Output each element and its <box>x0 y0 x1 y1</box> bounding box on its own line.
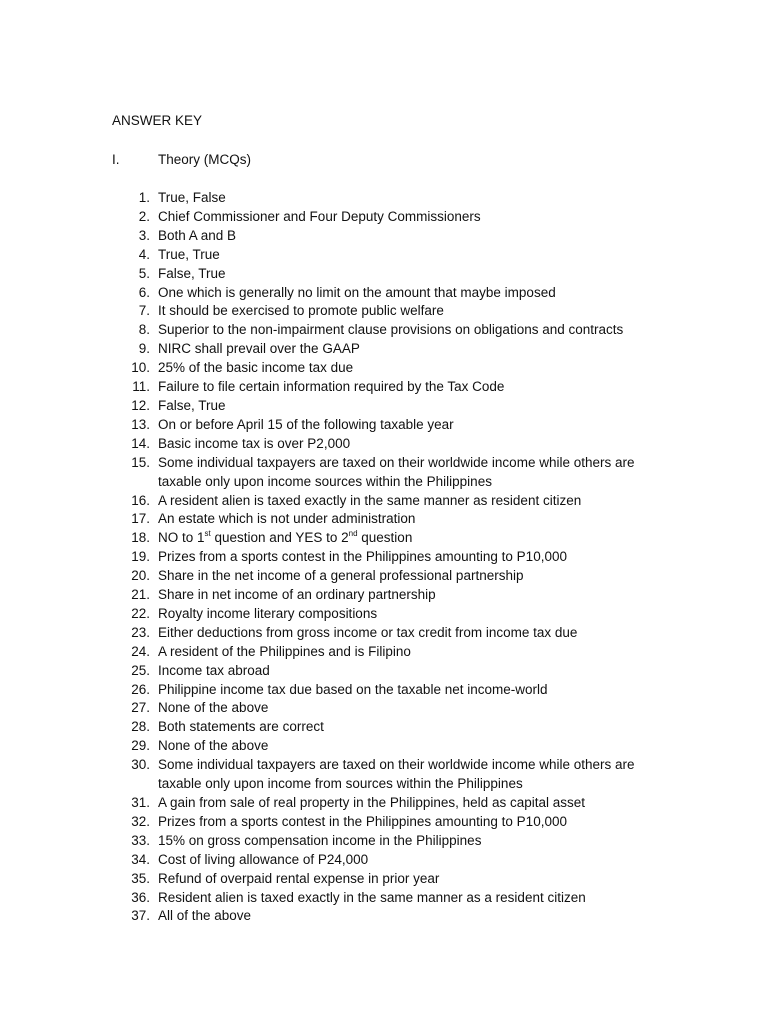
answer-text: None of the above <box>158 700 269 716</box>
answer-item <box>0 624 668 643</box>
answer-number: 7. <box>138 303 150 319</box>
answer-text: Basic income tax is over P2,000 <box>158 435 351 451</box>
answer-number: 37. <box>131 908 150 924</box>
answer-text: All of the above <box>158 908 252 924</box>
answer-item <box>0 397 668 416</box>
ordinal-suffix: nd <box>348 529 358 539</box>
answer-text: Prizes from a sports contest in the Philippines amounting to P10,000 <box>158 549 567 565</box>
answer-number: 30. <box>131 757 150 773</box>
section-heading <box>112 151 251 169</box>
answer-number: 23. <box>131 624 150 640</box>
answer-text: 15% on gross compensation income in the Philippines <box>158 832 482 848</box>
answer-text: Philippine income tax due based on the taxable net income-world <box>158 681 548 697</box>
answer-item <box>0 548 668 567</box>
ordinal-suffix: st <box>204 529 211 539</box>
answer-number: 19. <box>131 549 150 565</box>
answer-number: 25. <box>131 662 150 678</box>
answer-text: Chief Commissioner and Four Deputy Commissioners <box>158 208 481 224</box>
answer-text: On or before April 15 of the following taxable year <box>158 416 454 432</box>
answer-text: Both A and B <box>158 227 237 243</box>
answer-item <box>0 832 668 851</box>
answer-number: 10. <box>131 360 150 376</box>
answer-text: True, True <box>158 246 220 262</box>
answer-number: 21. <box>131 587 150 603</box>
answer-number: 31. <box>131 795 150 810</box>
answer-number: 6. <box>138 284 150 300</box>
answer-item <box>0 699 668 718</box>
answer-text: NIRC shall prevail over the GAAP <box>158 341 360 357</box>
answer-item <box>0 378 668 397</box>
answer-text: Share in the net income of a general professional partnership <box>158 568 524 584</box>
answer-item <box>0 208 668 227</box>
answer-item <box>0 321 668 340</box>
answer-list <box>0 189 668 926</box>
answer-text: taxable only upon income sources within the Philippines <box>158 473 492 489</box>
answer-number: 35. <box>131 870 150 886</box>
answer-text: False, True <box>158 265 226 281</box>
answer-number: 5. <box>138 265 150 281</box>
answer-item <box>0 510 668 529</box>
answer-item <box>0 435 668 454</box>
answer-item <box>0 794 668 813</box>
answer-text: True, False <box>158 190 226 205</box>
answer-number: 3. <box>138 227 150 243</box>
answer-number: 22. <box>131 605 150 621</box>
answer-item <box>0 284 668 303</box>
answer-item <box>0 586 668 605</box>
answer-text: Either deductions from gross income or tax credit from income tax due <box>158 624 578 640</box>
answer-number: 16. <box>131 492 150 508</box>
answer-text: Royalty income literary compositions <box>158 605 378 621</box>
answer-text: Some individual taxpayers are taxed on their worldwide income while others are <box>158 454 635 470</box>
answer-item <box>0 813 668 832</box>
answer-number: 14. <box>131 435 150 451</box>
answer-text: A gain from sale of real property in the Philippines, held as capital asset <box>158 795 585 810</box>
answer-number: 4. <box>138 246 150 262</box>
answer-text: It should be exercised to promote public welfare <box>158 303 444 319</box>
answer-number: 13. <box>131 416 150 432</box>
answer-number: 17. <box>131 511 150 527</box>
answer-item <box>0 492 668 511</box>
answer-text: An estate which is not under administration <box>158 511 416 527</box>
answer-item <box>0 246 668 265</box>
answer-number: 9. <box>138 341 150 357</box>
answer-text: None of the above <box>158 738 269 754</box>
answer-item <box>0 340 668 359</box>
answer-number: 11. <box>132 379 150 395</box>
answer-text: Share in net income of an ordinary partnership <box>158 587 436 603</box>
answer-number: 2. <box>138 208 150 224</box>
answer-item <box>0 359 668 378</box>
answer-number: 18. <box>131 530 150 546</box>
answer-text: Refund of overpaid rental expense in prior year <box>158 870 440 886</box>
answer-item <box>0 643 668 662</box>
answer-item <box>0 756 668 794</box>
answer-text: Prizes from a sports contest in the Philippines amounting to P10,000 <box>158 813 567 829</box>
answer-item <box>0 567 668 586</box>
answer-item <box>0 851 668 870</box>
answer-number: 32. <box>131 813 150 829</box>
answer-item <box>0 718 668 737</box>
answer-item <box>0 662 668 681</box>
answer-item <box>0 605 668 624</box>
answer-item <box>0 416 668 435</box>
answer-text: Failure to file certain information required by the Tax Code <box>158 379 505 395</box>
answer-text: Resident alien is taxed exactly in the same manner as a resident citizen <box>158 889 586 905</box>
document-title: ANSWER KEY <box>112 113 203 128</box>
answer-item <box>0 870 668 889</box>
answer-number: 33. <box>131 832 150 848</box>
answer-text: taxable only upon income from sources within the Philippines <box>158 776 523 792</box>
answer-number: 27. <box>131 700 150 716</box>
answer-item <box>0 454 668 492</box>
answer-number: 26. <box>131 681 150 697</box>
answer-number: 24. <box>131 643 150 659</box>
answer-text: False, True <box>158 397 226 413</box>
answer-text: NO to 1st question and YES to 2nd question <box>158 529 413 546</box>
answer-text: Superior to the non-impairment clause provisions on obligations and contracts <box>158 322 624 338</box>
section-number: I. <box>112 152 120 167</box>
answer-number: 15. <box>131 454 150 470</box>
answer-number: 36. <box>131 889 150 905</box>
answer-text: Some individual taxpayers are taxed on their worldwide income while others are <box>158 757 635 773</box>
answer-text: Income tax abroad <box>158 662 270 678</box>
answer-text: A resident of the Philippines and is Filipino <box>158 643 411 659</box>
answer-number: 29. <box>131 738 150 754</box>
answer-text: A resident alien is taxed exactly in the same manner as resident citizen <box>158 492 582 508</box>
answer-number: 12. <box>131 397 150 413</box>
answer-item <box>0 529 668 548</box>
section-label: Theory (MCQs) <box>158 152 252 167</box>
answer-item <box>0 189 668 208</box>
answer-number: 20. <box>131 568 150 584</box>
answer-item <box>0 302 668 321</box>
answer-item <box>0 681 668 700</box>
answer-number: 28. <box>131 719 150 735</box>
answer-number: 8. <box>138 322 150 338</box>
answer-item <box>0 889 668 908</box>
answer-number: 34. <box>131 851 150 867</box>
answer-item <box>0 265 668 284</box>
answer-item <box>0 907 668 926</box>
answer-text: 25% of the basic income tax due <box>158 360 354 376</box>
answer-item <box>0 227 668 246</box>
answer-item <box>0 737 668 756</box>
answer-text: Both statements are correct <box>158 719 324 735</box>
answer-text: Cost of living allowance of P24,000 <box>158 851 369 867</box>
answer-number: 1. <box>138 190 150 205</box>
answer-text: One which is generally no limit on the amount that maybe imposed <box>158 284 556 300</box>
